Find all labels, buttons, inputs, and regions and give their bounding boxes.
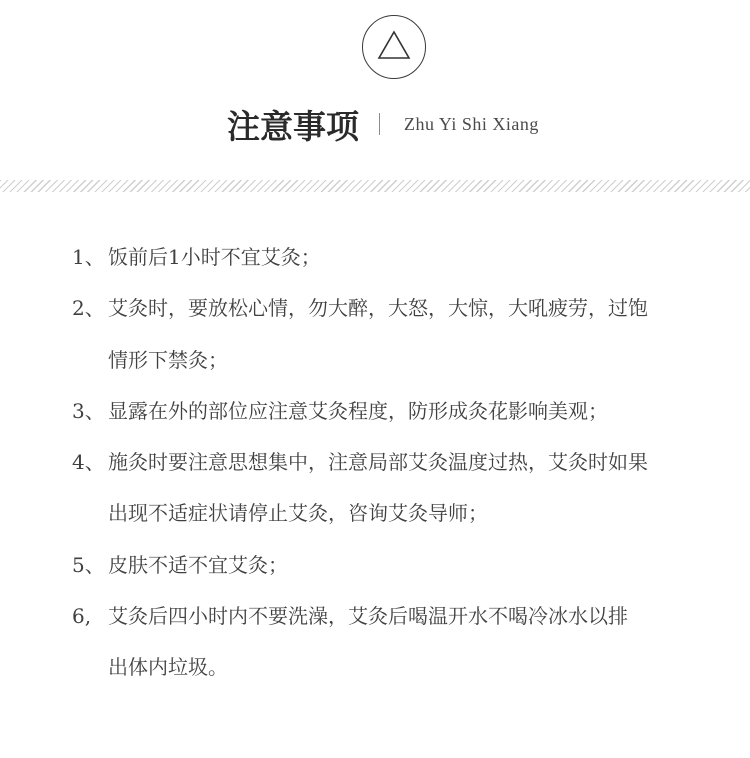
- title-divider: [379, 113, 380, 135]
- note-item-6-continued: [72, 642, 732, 693]
- note-item-3: [72, 386, 732, 437]
- note-text: 出体内垃圾。: [108, 655, 228, 680]
- note-item-5: [72, 540, 732, 591]
- note-number: 6,: [72, 604, 92, 629]
- note-item-2-continued: [72, 335, 732, 386]
- note-text: 出现不适症状请停止艾灸，咨询艾灸导师；: [108, 501, 488, 526]
- hatched-divider: [0, 180, 750, 192]
- note-text: 艾灸后四小时内不要洗澡，艾灸后喝温开水不喝冷冰水以排: [108, 604, 628, 629]
- note-item-4-continued: [72, 488, 732, 539]
- note-text: 情形下禁灸；: [108, 347, 228, 372]
- note-text: 施灸时要注意思想集中，注意局部艾灸温度过热，艾灸时如果: [108, 450, 648, 475]
- note-item-6: [72, 591, 732, 642]
- note-text: 显露在外的部位应注意艾灸程度，防形成灸花影响美观；: [108, 398, 608, 423]
- note-number: 5、: [72, 552, 105, 577]
- note-item-4: [72, 437, 732, 488]
- note-number: 1、: [72, 245, 105, 269]
- section-title: [227, 102, 539, 146]
- note-number: 4、: [72, 450, 105, 475]
- note-number: 2、: [72, 296, 105, 321]
- note-number: 3、: [72, 398, 105, 423]
- notes-list: [72, 232, 732, 694]
- note-item-2: [72, 283, 732, 334]
- title-chinese: 注意事项: [227, 106, 359, 146]
- note-text: 皮肤不适不宜艾灸；: [108, 552, 288, 577]
- triangle-icon: [362, 15, 426, 79]
- title-pinyin: Zhu Yi Shi Xiang: [404, 113, 539, 134]
- note-text: 艾灸时，要放松心情，勿大醉，大怒，大惊，大吼疲劳，过饱: [108, 296, 648, 321]
- note-text: 饭前后1小时不宜艾灸；: [108, 245, 321, 269]
- note-item-1: [72, 232, 732, 283]
